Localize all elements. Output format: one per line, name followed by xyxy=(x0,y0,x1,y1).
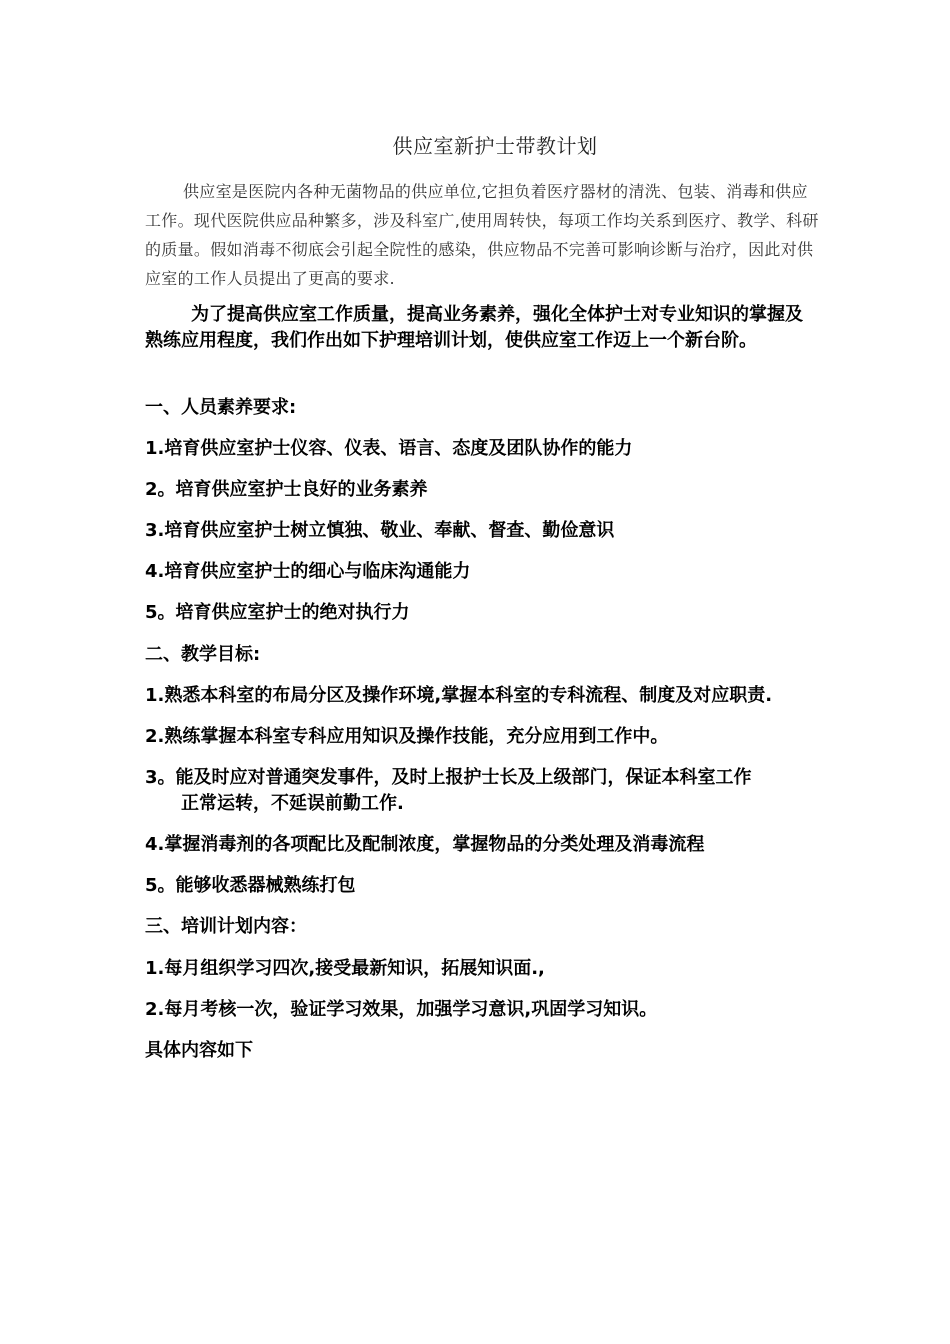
section3-item-2: 2.每月考核一次，验证学习效果，加强学习意识,巩固学习知识。 xyxy=(145,999,658,1020)
section1-heading: 一、人员素养要求: xyxy=(145,397,297,418)
section2-heading: 二、教学目标: xyxy=(145,644,261,665)
closing-line: 具体内容如下 xyxy=(145,1040,253,1061)
section2-item-3: 3。能及时应对普通突发事件，及时上报护士长及上级部门，保证本科室工作 xyxy=(145,767,752,788)
section3-heading: 三、培训计划内容： xyxy=(145,916,307,937)
section1-item-1: 1.培育供应室护士仪容、仪表、语言、态度及团队协作的能力 xyxy=(145,438,633,459)
section1-item-2: 2。培育供应室护士良好的业务素养 xyxy=(145,479,428,500)
section2-item-1: 1.熟悉本科室的布局分区及操作环境,掌握本科室的专科流程、制度及对应职责. xyxy=(145,685,773,706)
section2-item-3-continued: 正常运转，不延误前勤工作. xyxy=(181,793,404,814)
section1-item-5: 5。培育供应室护士的绝对执行力 xyxy=(145,602,410,623)
section1-item-4: 4.培育供应室护士的细心与临床沟通能力 xyxy=(145,561,471,582)
section3-item-1: 1.每月组织学习四次,接受最新知识，拓展知识面., xyxy=(145,958,545,979)
document-title: 供应室新护士带教计划 xyxy=(392,134,598,158)
section1-item-3: 3.培育供应室护士树立慎独、敬业、奉献、督查、勤俭意识 xyxy=(145,520,615,541)
section2-item-2: 2.熟练掌握本科室专科应用知识及操作技能，充分应用到工作中。 xyxy=(145,726,669,747)
intro-paragraph: 供应室是医院内各种无菌物品的供应单位,它担负着医疗器材的清洗、包装、消毒和供应工作。现代医院供应品种繁多，涉及科室广,使用周转快，每项工作均关系到医疗、教学、科研的质量。假如消毒不彻底会引起全院性的感染，供应物品不完善可影响诊断与治疗，因此对供应室的工作人员提出了更高的要求. xyxy=(145,182,819,288)
purpose-paragraph: 为了提高供应室工作质量，提高业务素养，强化全体护士对专业知识的掌握及熟练应用程度，我们作出如下护理培训计划，使供应室工作迈上一个新台阶。 xyxy=(145,304,803,351)
section2-item-5: 5。能够收悉器械熟练打包 xyxy=(145,875,356,896)
section2-item-4: 4.掌握消毒剂的各项配比及配制浓度，掌握物品的分类处理及消毒流程 xyxy=(145,834,705,855)
